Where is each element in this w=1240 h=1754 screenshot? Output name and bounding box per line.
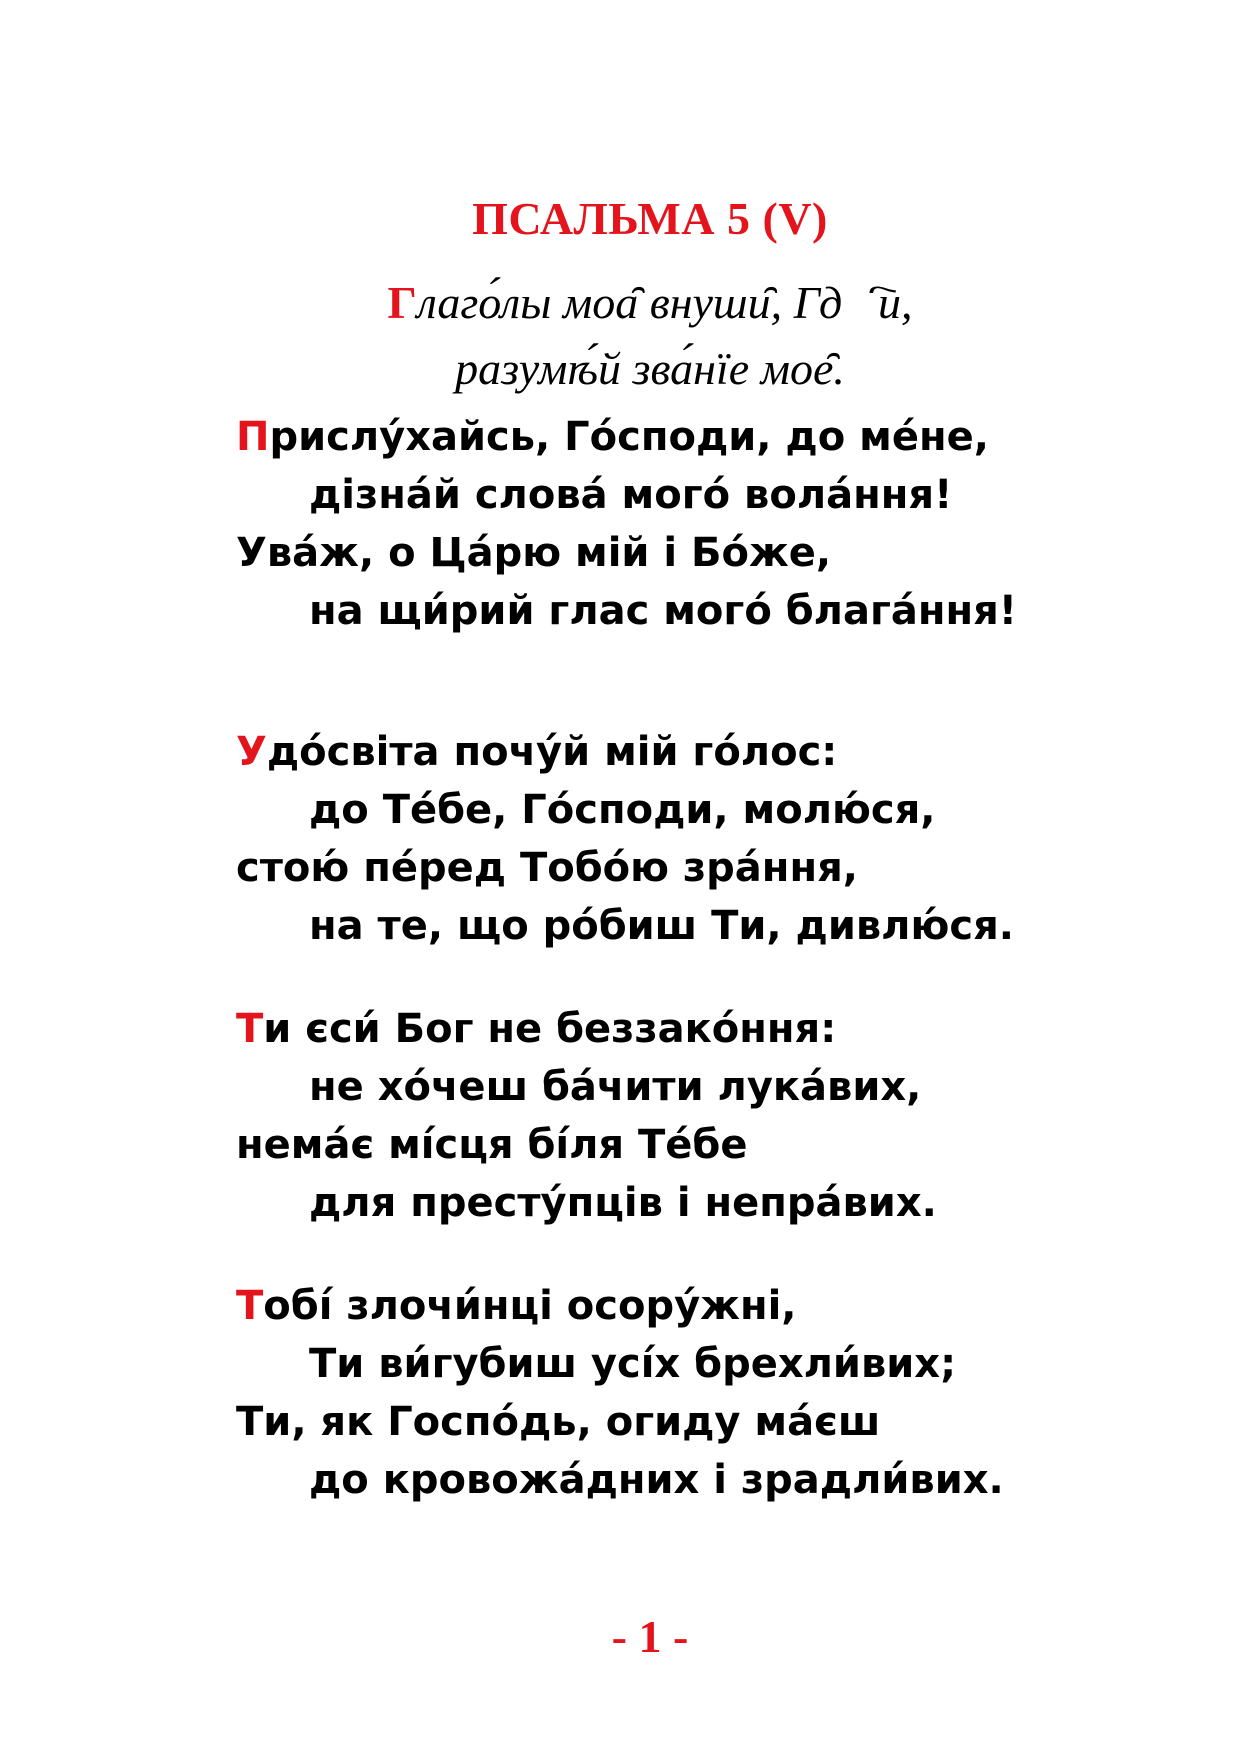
- stanza-4: [236, 1277, 1236, 1509]
- stanza-line: [236, 1277, 1236, 1335]
- stanza-line: дізна́й слова́ мого́ вола́ння!: [309, 472, 953, 518]
- stanza-line: Ти, як Госпо́дь, огиду ма́єш: [236, 1399, 881, 1445]
- stanza-1: [236, 408, 1236, 640]
- stanza-line-text: и єси́ Бог не беззако́ння:: [263, 1006, 837, 1052]
- stanza-line: стою́ пе́ред Тобо́ю зра́ння,: [236, 845, 858, 891]
- stanza-initial: Т: [236, 1283, 264, 1329]
- page-number: - 1 -: [611, 1611, 689, 1662]
- stanza-line-text: рислу́хайсь, Го́споди, до ме́не,: [269, 414, 989, 460]
- stanza-line: нема́є мі́сця бі́ля Те́бе: [236, 1122, 748, 1168]
- stanza-line: до Те́бе, Го́споди, молю́ся,: [309, 787, 936, 833]
- stanza-line: для престу́пців і непра́вих.: [309, 1180, 937, 1226]
- stanza-line: не хо́чеш ба́чити лука́вих,: [309, 1064, 922, 1110]
- stanza-line: Ти ви́губиш усі́х брехли́вих;: [309, 1341, 957, 1387]
- incipit-line-2: разумѣ́й зва́нїе мое̑.: [455, 343, 845, 394]
- stanza-line: Ува́ж, о Ца́рю мій і Бо́же,: [236, 530, 832, 576]
- stanza-line: [236, 1000, 1236, 1058]
- incipit-line-1-text: лаго́лы моа̑ внуши̑, Гдⷭ҇и,: [416, 277, 913, 328]
- church-slavonic-incipit: [0, 270, 1240, 402]
- stanza-3: [236, 1000, 1236, 1232]
- incipit-initial: Г: [387, 277, 417, 328]
- stanza-line: на щи́рий глас мого́ блага́ння!: [309, 588, 1018, 634]
- stanza-line: [236, 723, 1236, 781]
- psalm-title: ПСАЛЬМА 5 (V): [472, 193, 828, 244]
- stanza-line: на те, що ро́биш Ти, дивлю́ся.: [309, 903, 1014, 949]
- incipit-line-1: [0, 270, 1240, 336]
- stanza-line: [236, 408, 1236, 466]
- stanza-initial: Т: [236, 1006, 264, 1052]
- stanza-2: [236, 723, 1236, 955]
- stanza-line-text: до́світа почу́й мій го́лос:: [266, 729, 838, 775]
- stanza-initial: П: [236, 414, 270, 460]
- stanza-line: до кровожа́дних і зрадли́вих.: [309, 1457, 1004, 1503]
- stanza-initial: У: [236, 729, 267, 775]
- stanza-line-text: обі́ злочи́нці осору́жні,: [263, 1283, 797, 1329]
